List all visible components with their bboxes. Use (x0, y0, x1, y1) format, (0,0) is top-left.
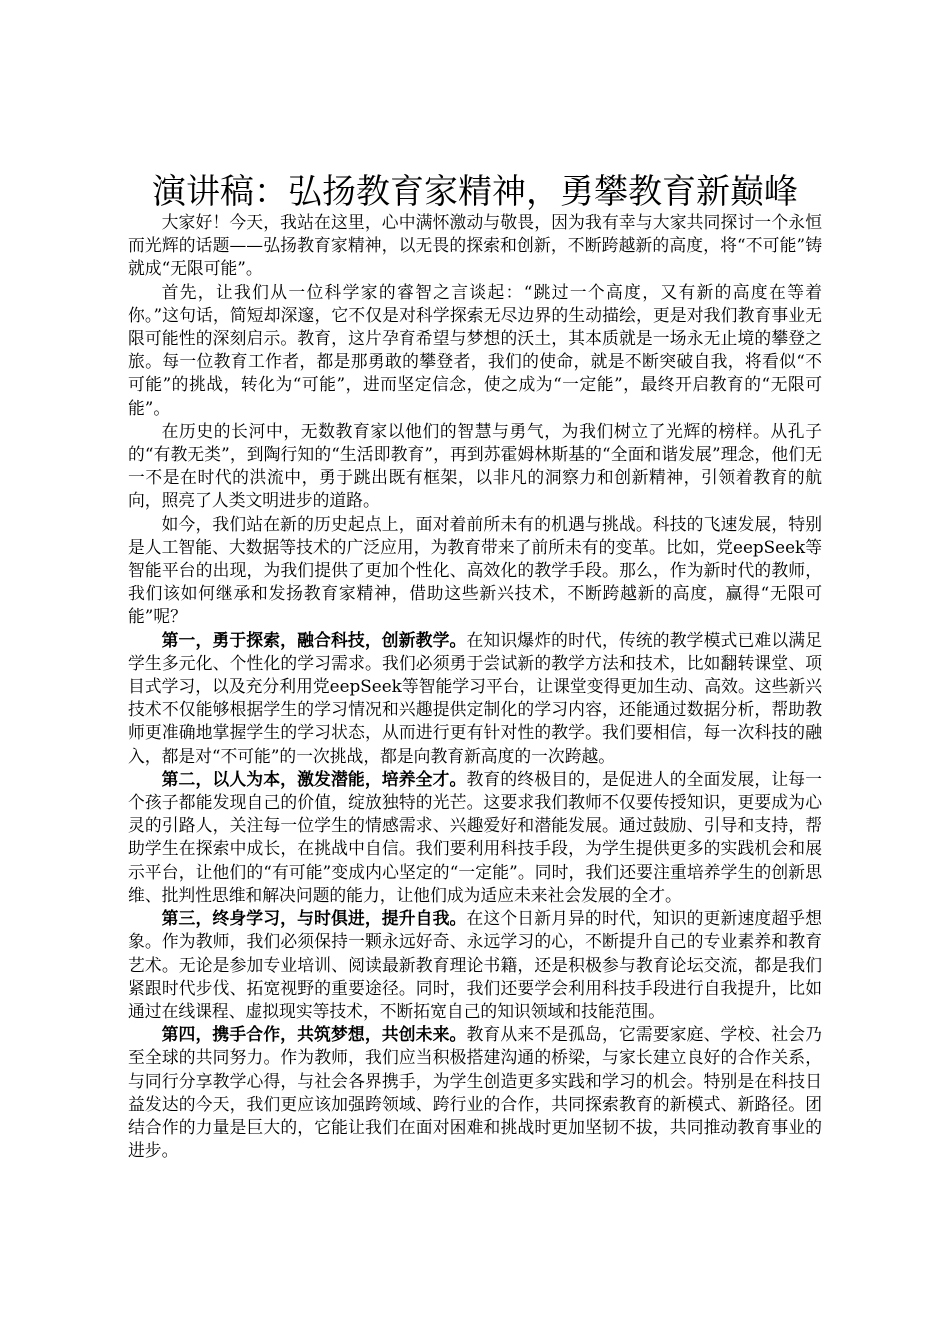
point-four-heading: 第四，携手合作，共筑梦想，共创未来。 (161, 1024, 467, 1045)
paragraph-point-two: 第二，以人为本，激发潜能，培养全才。教育的终极目的，是促进人的全面发展，让每一个孩子都能发现自己的价值，绽放独特的光芒。这要求我们教师不仅要传授知识，更要成为心灵的引路人，关注每一位学生的情感需求、兴趣爱好和潜能发展。通过鼓励、引导和支持，帮助学生在探索中成长，在挑战中自信。我们要利用科技手段，为学生提供更多的实践机会和展示平台，让他们的“有可能”变成内心坚定的“一定能”。同时，我们还要注重培养学生的创新思维、批判性思维和解决问题的能力，让他们成为适应未来社会发展的全才。 (128, 768, 822, 905)
point-one-heading: 第一，勇于探索，融合科技，创新教学。 (161, 629, 467, 650)
point-two-heading: 第二，以人为本，激发潜能，培养全才。 (161, 768, 467, 789)
paragraph-point-four: 第四，携手合作，共筑梦想，共创未来。教育从来不是孤岛，它需要家庭、学校、社会乃至全球的共同努力。作为教师，我们应当积极搭建沟通的桥梁，与家长建立良好的合作关系，与同行分享教学心得，与社会各界携手，为学生创造更多实践和学习的机会。特别是在科技日益发达的今天，我们更应该加强跨领域、跨行业的合作，共同探索教育的新模式、新路径。团结合作的力量是巨大的，它能让我们在面对困难和挑战时更加坚韧不拔，共同推动教育事业的进步。 (128, 1024, 822, 1161)
paragraph-history: 在历史的长河中，无数教育家以他们的智慧与勇气，为我们树立了光辉的榜样。从孔子的“有教无类”，到陶行知的“生活即教育”，再到苏霍姆林斯基的“全面和谐发展”理念，他们无一不是在时代的洪流中，勇于跳出既有框架，以非凡的洞察力和创新精神，引领着教育的航向，照亮了人类文明进步的道路。 (128, 420, 822, 511)
paragraph-point-three: 第三，终身学习，与时俱进，提升自我。在这个日新月异的时代，知识的更新速度超乎想象。作为教师，我们必须保持一颗永远好奇、永远学习的心，不断提升自己的专业素养和教育艺术。无论是参加专业培训、阅读最新教育理论书籍，还是积极参与教育论坛交流，都是我们紧跟时代步伐、拓宽视野的重要途径。同时，我们还要学会利用科技手段进行自我提升，比如通过在线课程、虚拟现实等技术，不断拓宽自己的知识领域和技能范围。 (128, 908, 822, 1021)
speech-title: 演讲稿：弘扬教育家精神，勇攀教育新巅峰 (152, 172, 798, 212)
paragraph-point-one: 第一，勇于探索，融合科技，创新教学。在知识爆炸的时代，传统的教学模式已难以满足学生多元化、个性化的学习需求。我们必须勇于尝试新的教学方法和技术，比如翻转课堂、项目式学习，以及充分利用党eepSeek等智能学习平台，让课堂变得更加生动、高效。这些新兴技术不仅能够根据学生的学习情况和兴趣提供定制化的学习内容，还能通过数据分析，帮助教师更准确地掌握学生的学习状态，从而进行更有针对性的教学。我们要相信，每一次科技的融入，都是对“不可能”的一次挑战，都是向教育新高度的一次跨越。 (128, 629, 822, 766)
paragraph-new-era: 如今，我们站在新的历史起点上，面对着前所未有的机遇与挑战。科技的飞速发展，特别是人工智能、大数据等技术的广泛应用，为教育带来了前所未有的变革。比如，党eepSeek等智能平台的出现，为我们提供了更加个性化、高效化的教学手段。那么，作为新时代的教师，我们该如何继承和发扬教育家精神，借助这些新兴技术，不断跨越新的高度，赢得“无限可能”呢？ (128, 513, 822, 627)
point-three-heading: 第三，终身学习，与时俱进，提升自我。 (161, 908, 467, 929)
paragraph-scientist-quote: 首先，让我们从一位科学家的睿智之言谈起：“跳过一个高度，又有新的高度在等着你。”这句话，简短却深邃，它不仅是对科学探索无尽边界的生动描绘，更是对我们教育事业无限可能性的深刻启示。教育，这片孕育希望与梦想的沃土，其本质就是一场永无止境的攀登之旅。每一位教育工作者，都是那勇敢的攀登者，我们的使命，就是不断突破自我，将看似“不可能”的挑战，转化为“可能”，进而坚定信念，使之成为“一定能”，最终开启教育的“无限可能”。 (128, 281, 822, 418)
paragraph-greeting: 大家好！今天，我站在这里，心中满怀激动与敬畏，因为我有幸与大家共同探讨一个永恒而光辉的话题——弘扬教育家精神，以无畏的探索和创新，不断跨越新的高度，将“不可能”铸就成“无限可能”。 (128, 212, 822, 279)
speech-body (128, 211, 822, 1162)
